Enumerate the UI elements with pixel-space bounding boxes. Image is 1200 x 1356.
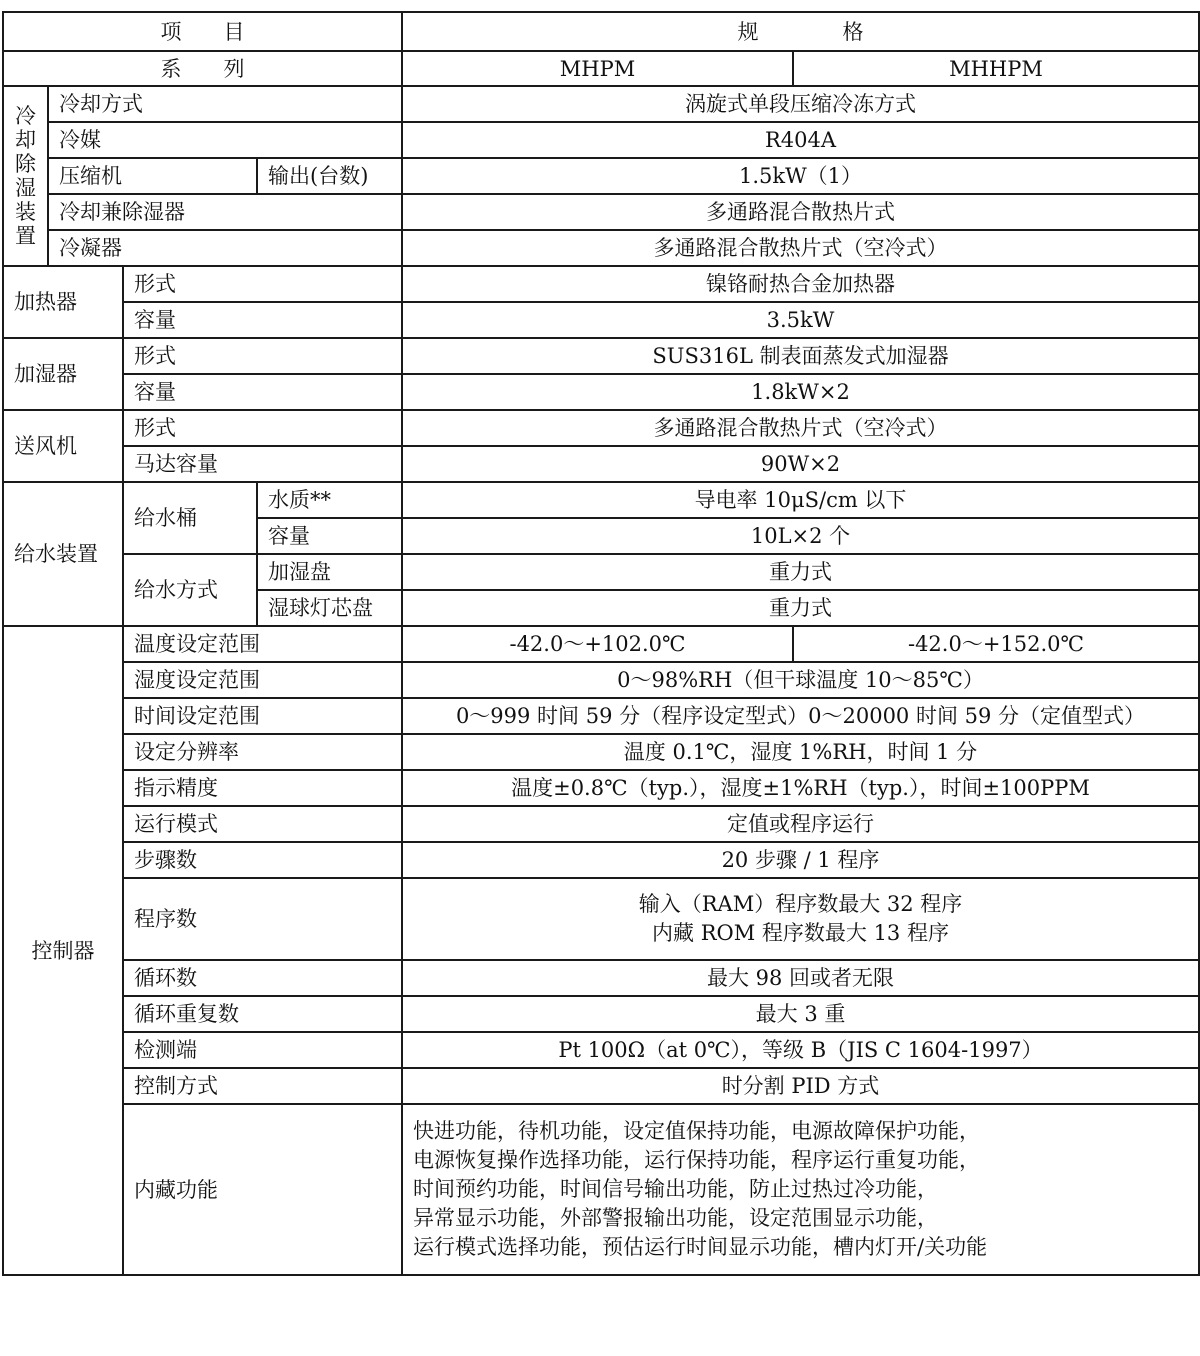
builtin-line: 运行模式选择功能，预估运行时间显示功能，槽内灯开/关功能 <box>413 1235 988 1259</box>
builtin-line: 时间预约功能，时间信号输出功能，防止过热过冷功能， <box>413 1177 938 1201</box>
row-label: 循环重复数 <box>123 996 402 1032</box>
model-b: MHHPM <box>793 51 1199 86</box>
table-row <box>3 86 1199 122</box>
row-value: 3.5kW <box>402 302 1199 338</box>
blower-group-label: 送风机 <box>3 410 123 482</box>
row-value: 0～98%RH（但干球温度 10～85℃） <box>402 662 1199 698</box>
row-value: Pt 100Ω（at 0℃），等级 B（JIS C 1604-1997） <box>402 1032 1199 1068</box>
row-value: 1.5kW（1） <box>402 158 1199 194</box>
row-label: 设定分辨率 <box>123 734 402 770</box>
spec-table <box>2 11 1200 1276</box>
header-spec: 规 格 <box>402 12 1199 51</box>
table-row <box>3 734 1199 770</box>
row-label: 控制方式 <box>123 1068 402 1104</box>
table-row <box>3 410 1199 446</box>
builtin-line: 快进功能，待机功能，设定值保持功能，电源故障保护功能， <box>413 1119 980 1143</box>
row-label: 形式 <box>123 266 402 302</box>
row-label: 马达容量 <box>123 446 402 482</box>
row-value: 重力式 <box>402 590 1199 626</box>
row-label: 内藏功能 <box>123 1104 402 1275</box>
table-row <box>3 806 1199 842</box>
row-label: 容量 <box>123 302 402 338</box>
table-row <box>3 554 1199 590</box>
row-value-a: -42.0～+102.0℃ <box>402 626 793 662</box>
table-row <box>3 662 1199 698</box>
row-label: 水质** <box>257 482 402 518</box>
row-label: 湿球灯芯盘 <box>257 590 402 626</box>
controller-group-label: 控制器 <box>3 626 123 1275</box>
row-value <box>402 1104 1199 1275</box>
row-label: 步骤数 <box>123 842 402 878</box>
row-label: 形式 <box>123 338 402 374</box>
table-row <box>3 698 1199 734</box>
row-label: 循环数 <box>123 960 402 996</box>
builtin-line: 异常显示功能，外部警报输出功能，设定范围显示功能， <box>413 1206 938 1230</box>
model-a: MHPM <box>402 51 793 86</box>
row-value: 最大 98 回或者无限 <box>402 960 1199 996</box>
row-value: 最大 3 重 <box>402 996 1199 1032</box>
row-value <box>402 878 1199 960</box>
tank-label: 给水桶 <box>123 482 257 554</box>
row-label: 冷却兼除湿器 <box>48 194 402 230</box>
row-label: 冷凝器 <box>48 230 402 266</box>
humidifier-group-label: 加湿器 <box>3 338 123 410</box>
water-group-label: 给水装置 <box>3 482 123 626</box>
row-value: 重力式 <box>402 554 1199 590</box>
row-value: 90W×2 <box>402 446 1199 482</box>
row-value-b: -42.0～+152.0℃ <box>793 626 1199 662</box>
table-row <box>3 230 1199 266</box>
row-value: 涡旋式单段压缩冷冻方式 <box>402 86 1199 122</box>
row-value: 镍铬耐热合金加热器 <box>402 266 1199 302</box>
table-row <box>3 446 1199 482</box>
spec-table-container <box>2 11 1198 1276</box>
supply-label: 给水方式 <box>123 554 257 626</box>
row-value: 多通路混合散热片式 <box>402 194 1199 230</box>
row-value: 多通路混合散热片式（空冷式） <box>402 410 1199 446</box>
program-line: 输入（RAM）程序数最大 32 程序 <box>638 892 963 916</box>
table-row <box>3 770 1199 806</box>
table-row <box>3 194 1199 230</box>
row-label: 温度设定范围 <box>123 626 402 662</box>
row-value: 时分割 PID 方式 <box>402 1068 1199 1104</box>
row-label: 压缩机 <box>48 158 257 194</box>
row-value: R404A <box>402 122 1199 158</box>
table-row <box>3 626 1199 662</box>
builtin-line: 电源恢复操作选择功能，运行保持功能，程序运行重复功能， <box>413 1148 980 1172</box>
program-line: 内藏 ROM 程序数最大 13 程序 <box>652 921 949 945</box>
row-label: 冷媒 <box>48 122 402 158</box>
row-value: 定值或程序运行 <box>402 806 1199 842</box>
row-value: 20 步骤 / 1 程序 <box>402 842 1199 878</box>
table-row <box>3 960 1199 996</box>
table-row <box>3 482 1199 518</box>
row-label: 程序数 <box>123 878 402 960</box>
row-label: 容量 <box>257 518 402 554</box>
table-row <box>3 158 1199 194</box>
table-row <box>3 338 1199 374</box>
row-value: 多通路混合散热片式（空冷式） <box>402 230 1199 266</box>
row-label: 形式 <box>123 410 402 446</box>
table-row <box>3 1032 1199 1068</box>
header-row <box>3 12 1199 51</box>
table-row <box>3 122 1199 158</box>
table-row <box>3 1104 1199 1275</box>
row-value: 1.8kW×2 <box>402 374 1199 410</box>
row-value: 导电率 10μS/cm 以下 <box>402 482 1199 518</box>
table-row <box>3 374 1199 410</box>
row-label: 容量 <box>123 374 402 410</box>
row-label: 湿度设定范围 <box>123 662 402 698</box>
row-label: 运行模式 <box>123 806 402 842</box>
row-label: 检测端 <box>123 1032 402 1068</box>
row-label: 指示精度 <box>123 770 402 806</box>
table-row <box>3 1068 1199 1104</box>
row-value: 温度±0.8℃（typ.），湿度±1%RH（typ.），时间±100PPM <box>402 770 1199 806</box>
table-row <box>3 878 1199 960</box>
header-item: 项 目 <box>3 12 402 51</box>
row-label: 冷却方式 <box>48 86 402 122</box>
series-label: 系 列 <box>3 51 402 86</box>
table-row <box>3 266 1199 302</box>
table-row <box>3 842 1199 878</box>
row-value: SUS316L 制表面蒸发式加湿器 <box>402 338 1199 374</box>
table-row <box>3 302 1199 338</box>
heater-group-label: 加热器 <box>3 266 123 338</box>
row-label: 时间设定范围 <box>123 698 402 734</box>
row-value: 0～999 时间 59 分（程序设定型式）0～20000 时间 59 分（定值型式） <box>402 698 1199 734</box>
row-label: 加湿盘 <box>257 554 402 590</box>
row-sublabel: 输出(台数) <box>257 158 402 194</box>
series-row <box>3 51 1199 86</box>
table-row <box>3 996 1199 1032</box>
row-value: 温度 0.1℃，湿度 1%RH，时间 1 分 <box>402 734 1199 770</box>
row-value: 10L×2 个 <box>402 518 1199 554</box>
cooling-group-label: 冷却除湿装置 <box>3 86 48 266</box>
